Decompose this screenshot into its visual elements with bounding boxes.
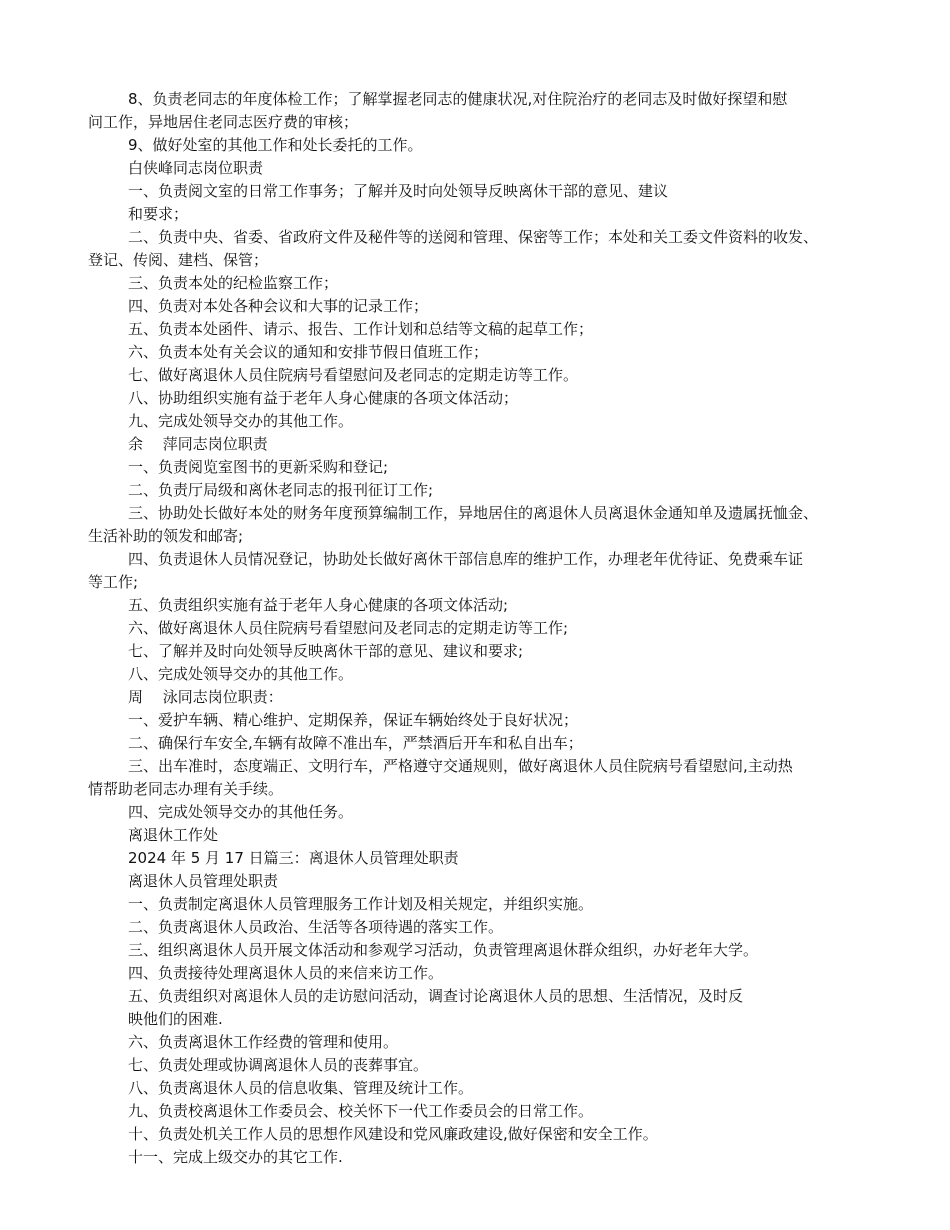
list-item: 五、负责本处函件、请示、报告、工作计划和总结等文稿的起草工作； (128, 320, 594, 338)
text-line: 8、负责老同志的年度体检工作；了解掌握老同志的健康状况,对住院治疗的老同志及时做好探望和慰 (128, 90, 788, 108)
list-item: 三、出车准时，态度端正、文明行车，严格遵守交通规则，做好离退休人员住院病号看望慰问,主动热 (128, 757, 793, 775)
list-item-cont: 和要求； (128, 205, 189, 223)
list-item: 九、负责校离退休工作委员会、校关怀下一代工作委员会的日常工作。 (128, 1102, 594, 1120)
list-item-cont: 情帮助老同志办理有关手续。 (88, 780, 284, 798)
text-line: 问工作，异地居住老同志医疗费的审核； (88, 113, 359, 131)
list-item: 十一、完成上级交办的其它工作. (128, 1148, 343, 1166)
list-item: 七、负责处理或协调离退休人员的丧葬事宜。 (128, 1056, 429, 1074)
list-item: 一、负责阅览室图书的更新采购和登记; (128, 458, 389, 476)
date-and-heading: 2024 年 5 月 17 日篇三：离退休人员管理处职责 (128, 849, 459, 867)
department-signature: 离退休工作处 (128, 826, 219, 844)
list-item-cont: 生活补助的领发和邮寄; (88, 527, 244, 545)
list-item: 七、做好离退休人员住院病号看望慰问及老同志的定期走访等工作。 (128, 366, 579, 384)
list-item: 八、负责离退休人员的信息收集、管理及统计工作。 (128, 1079, 474, 1097)
list-item: 五、负责组织对离退休人员的走访慰问活动，调查讨论离退休人员的思想、生活情况，及时反 (128, 987, 744, 1005)
list-item: 四、负责退休人员情况登记，协助处长做好离休干部信息库的维护工作，办理老年优待证、免费乘车证 (128, 550, 804, 568)
block-duties-continued (88, 88, 878, 157)
list-item: 五、负责组织实施有益于老年人身心健康的各项文体活动; (128, 596, 509, 614)
list-item: 八、完成处领导交办的其他工作。 (128, 665, 354, 683)
list-item: 六、负责离退休工作经费的管理和使用。 (128, 1033, 399, 1051)
paragraph-item-8 (88, 88, 878, 111)
section-title: 白侠峰同志岗位职责 (128, 159, 264, 177)
section-title: 余 萍同志岗位职责 (128, 435, 268, 453)
list-item: 二、确保行车安全,车辆有故障不准出车，严禁酒后开车和私自出车； (128, 734, 583, 752)
list-item: 二、负责离退休人员政治、生活等各项待遇的落实工作。 (128, 918, 504, 936)
text-line: 9、做好处室的其他工作和处长委托的工作。 (128, 136, 423, 154)
paragraph-item-9 (88, 134, 878, 157)
section-management-duties (88, 870, 878, 1169)
list-item-cont: 等工作; (88, 573, 139, 591)
section-yu-duties (88, 433, 878, 686)
section-title: 周 泳同志岗位职责： (128, 688, 283, 706)
list-item: 六、做好离退休人员住院病号看望慰问及老同志的定期走访等工作; (128, 619, 569, 637)
list-item: 四、负责接待处理离退休人员的来信来访工作。 (128, 964, 444, 982)
list-item: 九、完成处领导交办的其他工作。 (128, 412, 354, 430)
signature-block (88, 824, 878, 870)
list-item: 二、负责中央、省委、省政府文件及秘件等的送阅和管理、保密等工作；本处和关工委文件资料的收发、 (128, 228, 819, 246)
paragraph-item-8-cont (88, 111, 878, 134)
document-body (88, 88, 878, 1169)
list-item: 七、了解并及时向处领导反映离休干部的意见、建议和要求; (128, 642, 524, 660)
list-item-cont: 登记、传阅、建档、保管； (88, 251, 269, 269)
list-item: 三、负责本处的纪检监察工作； (128, 274, 339, 292)
list-item: 三、组织离退休人员开展文体活动和参观学习活动，负责管理离退休群众组织，办好老年大学。 (128, 941, 759, 959)
section-title: 离退休人员管理处职责 (128, 872, 279, 890)
section-zhou-duties (88, 686, 878, 824)
list-item: 三、协助处长做好本处的财务年度预算编制工作，异地居住的离退休人员离退休金通知单及遗属抚恤金、 (128, 504, 819, 522)
list-item: 六、负责本处有关会议的通知和安排节假日值班工作； (128, 343, 489, 361)
list-item: 八、协助组织实施有益于老年人身心健康的各项文体活动； (128, 389, 519, 407)
list-item: 十、负责处机关工作人员的思想作风建设和党风廉政建设,做好保密和安全工作。 (128, 1125, 658, 1143)
section-bai-duties (88, 157, 878, 433)
list-item: 一、负责阅文室的日常工作事务；了解并及时向处领导反映离休干部的意见、建议 (128, 182, 669, 200)
list-item-cont: 映他们的困难. (128, 1010, 223, 1028)
list-item: 四、负责对本处各种会议和大事的记录工作； (128, 297, 429, 315)
list-item: 一、爱护车辆、精心维护、定期保养，保证车辆始终处于良好状况； (128, 711, 579, 729)
list-item: 二、负责厅局级和离休老同志的报刊征订工作; (128, 481, 434, 499)
list-item: 一、负责制定离退休人员管理服务工作计划及相关规定，并组织实施。 (128, 895, 594, 913)
list-item: 四、完成处领导交办的其他任务。 (128, 803, 354, 821)
